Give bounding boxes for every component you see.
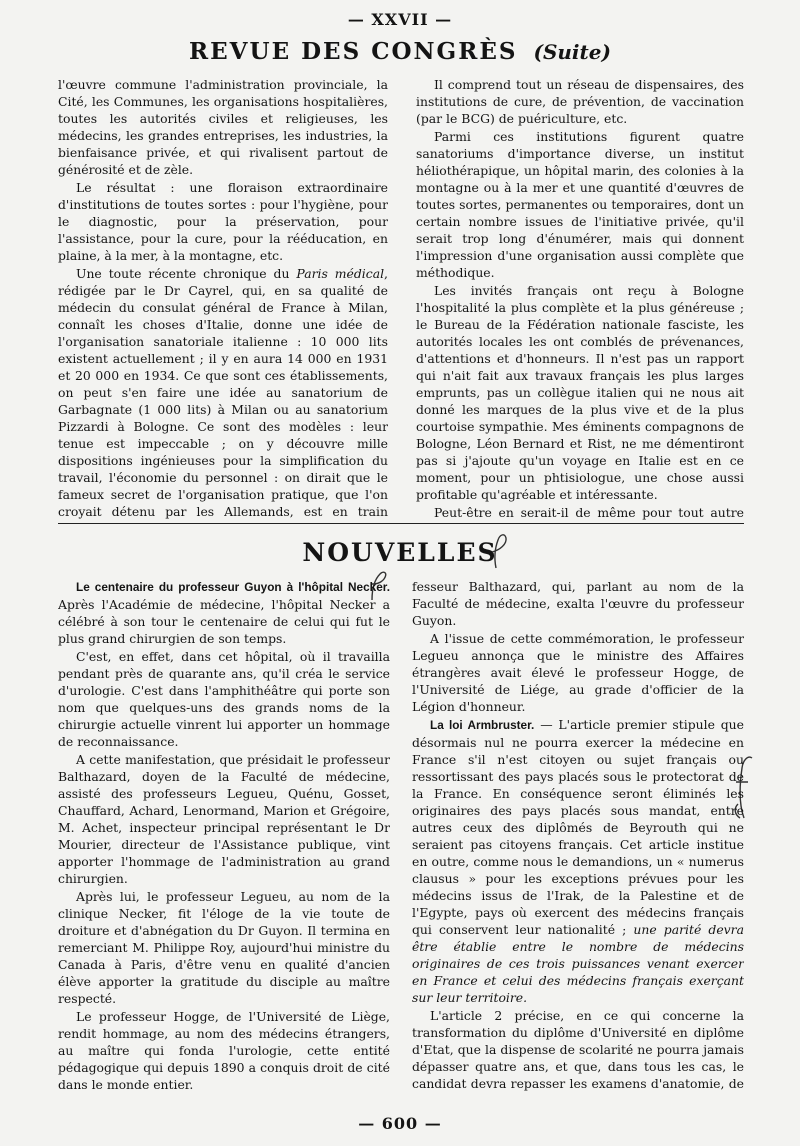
rubric-suite: (Suite) — [533, 40, 611, 64]
paragraph: fesseur Balthazard, qui, parlant au nom de la Faculté de médecine, exalta l'œuvre du professeur Guyon. — [412, 579, 744, 628]
text-run: Une toute récente chronique du — [76, 266, 297, 281]
text-run: — L'article premier stipule que désormais nul ne pourra exercer la médecine en France s'il n'est citoyen ou sujet français ou ressortissant des pays placés sous le protectorat de la France. En conséquence seront éliminés les originaires des pays placés sous mandat, entre autres ceux des diplômés de Beyrouth qui ne seraient pas citoyens français. Cet article institue en outre, comme nous le demandions, un « numerus clausus » pour les exceptions prévues pour les médecins issus de l'Irak, de la Palestine et de l'Egypte, pays où exercent des médecins français qui conservent leur nationalité ; — [412, 717, 744, 937]
paragraph: Le résultat : une floraison extraordinaire d'institutions de toutes sortes : pour l'hygiène, pour le diagnostic, pour la préservation, pour l'assistance, pour la cure, pour la rééducation, en plaine, à la mer, à la montagne, etc. — [58, 180, 388, 263]
news-headline-armbruster: La loi Armbruster. — [430, 718, 535, 732]
rubric-text: REVUE DES CONGRÈS — [189, 38, 518, 65]
journal-title: Paris médical — [296, 266, 385, 281]
paragraph: A cette manifestation, que présidait le professeur Balthazard, doyen de la Faculté de médecine, assisté des professeurs Legueu, Quénu, Gosset, Chauffard, Achard, Lenormand, Marion et Grégoire, M. Achet, inspecteur principal représentant le Dr Mourier, directeur de l'Assistance publique, vint apporter l'hommage de l'administration au grand chirurgien. — [58, 752, 390, 886]
paragraph — [58, 265, 388, 520]
rubric-title — [0, 38, 800, 65]
italic-text-run: une parité devra être établie entre le nombre de médecins originaires de ces trois puissances venant exercer en France et celui des médecins français exerçant sur leur territoire. — [412, 922, 744, 1005]
paragraph: Parmi ces institutions figurent quatre sanatoriums d'importance diverse, un institut héliothérapique, un hôpital marin, des colonies à la montagne ou à la mer et une quantité d'œuvres de toutes sortes, permanentes ou temporaires, dont un certain nombre issues de l'initiative privée, qu'il serait trop long d'énumérer, mais qui donnent l'impression d'une organisation aussi complète que méthodique. — [416, 129, 744, 280]
nouvelles-title: NOUVELLES — [302, 538, 498, 567]
text-run: Après l'Académie de médecine, l'hôpital Necker a célébré à son tour le centenaire de celui qui fut le plus grand chirurgien de son temps. — [58, 597, 390, 646]
section-divider — [58, 523, 744, 524]
page-roman-numeral: — XXVII — — [347, 10, 453, 29]
nouvelles-left-column — [58, 578, 390, 1092]
paragraph — [58, 578, 390, 647]
nouvelles-right-column — [412, 578, 744, 1092]
paragraph — [412, 716, 744, 1006]
congres-left-column — [58, 76, 388, 520]
handwritten-mark-title — [478, 530, 512, 570]
paragraph: Il comprend tout un réseau de dispensaires, des institutions de cure, de prévention, de vaccination (par le BCG) de puériculture, etc. — [416, 77, 744, 126]
paragraph: A l'issue de cette commémoration, le professeur Legueu annonça que le ministre des Affaires étrangères avait élevé le professeur Hogge, de l'Université de Liége, au grade d'officier de la Légion d'honneur. — [412, 631, 744, 714]
paragraph: l'œuvre commune l'administration provinciale, la Cité, les Communes, les organisations hospitalières, toutes les autorités civiles et religieuses, les médecins, les grandes entreprises, les industries, la bienfaisance privée, et qui rivalisent partout de générosité et de zèle. — [58, 77, 388, 177]
news-headline-guyon: Le centenaire du professeur Guyon à l'hôpital Necker. — [76, 580, 390, 594]
page-number: — 600 — — [358, 1114, 442, 1133]
paragraph: Le professeur Hogge, de l'Université de Liège, rendit hommage, au nom des médecins étrangers, au maître qui fonda l'urologie, cette entité pédagogique qui depuis 1890 a conquis droit de cité dans le monde entier. — [58, 1009, 390, 1092]
paragraph: Les invités français ont reçu à Bologne l'hospitalité la plus complète et la plus généreuse ; le Bureau de la Fédération nationale fasciste, les autorités locales les ont comblés de prévenances, d'attentions et d'honneurs. Il n'est pas un rapport qui n'ait fait aux travaux français les plus larges emprunts, pas un collègue italien qui ne nous ait donné les marques de la plus vive et de la plus courtoise sympathie. Mes éminents compagnons de Bologne, Léon Bernard et Rist, ne me démentiront pas si j'ajoute qu'un voyage en Italie est en ce moment, pour un phtisiologue, une chose aussi profitable qu'agréable et intéressante. — [416, 283, 744, 502]
text-run: , rédigée par le Dr Cayrel, qui, en sa qualité de médecin du consulat général de France à Milan, connaît les choses d'Italie, donne une idée de l'organisation sanatoriale italienne : 10 000 lits existent actuellement ; il y en aura 14 000 en 1931 et 20 000 en 1934. Ce que sont ces établissements, on peut s'en faire une idée au sanatorium de Garbagnate (1 000 lits) à Milan ou au sanatorium Pizzardi à Bologne. Ce sont des modèles : leur tenue est impeccable ; on y découvre mille dispositions ingénieuses pour la simplification du travail, l'économie du personnel : on dirait que le fameux secret de l'organisation pratique, que l'on croyait détenu par les Allemands, est en train — [58, 266, 388, 519]
paragraph: C'est, en effet, dans cet hôpital, où il travailla pendant près de quarante ans, qu'il créa le service d'urologie. C'est dans l'amphithéâtre qui porte son nom que quelques-uns des grands noms de la chirurgie actuelle vinrent lui apporter un hommage de reconnaissance. — [58, 649, 390, 749]
paragraph: Après lui, le professeur Legueu, au nom de la clinique Necker, fit l'éloge de la vie toute de droiture et d'abnégation du Dr Guyon. Il termina en remerciant M. Philippe Roy, aujourd'hui ministre du Canada à Paris, d'être venu en qualité d'ancien élève apporter la gratitude du disciple au maître respecté. — [58, 889, 390, 1006]
congres-right-column — [416, 76, 744, 520]
paragraph: L'article 2 précise, en ce qui concerne la transformation du diplôme d'Université en diplôme d'Etat, que la dispense de scolarité ne pourra jamais dépasser quatre ans, et que, dans tous les cas, le candidat devra repasser les examens d'anatomie, de — [412, 1008, 744, 1091]
paragraph: Peut-être en serait-il de même pour tout autre — [434, 505, 744, 520]
